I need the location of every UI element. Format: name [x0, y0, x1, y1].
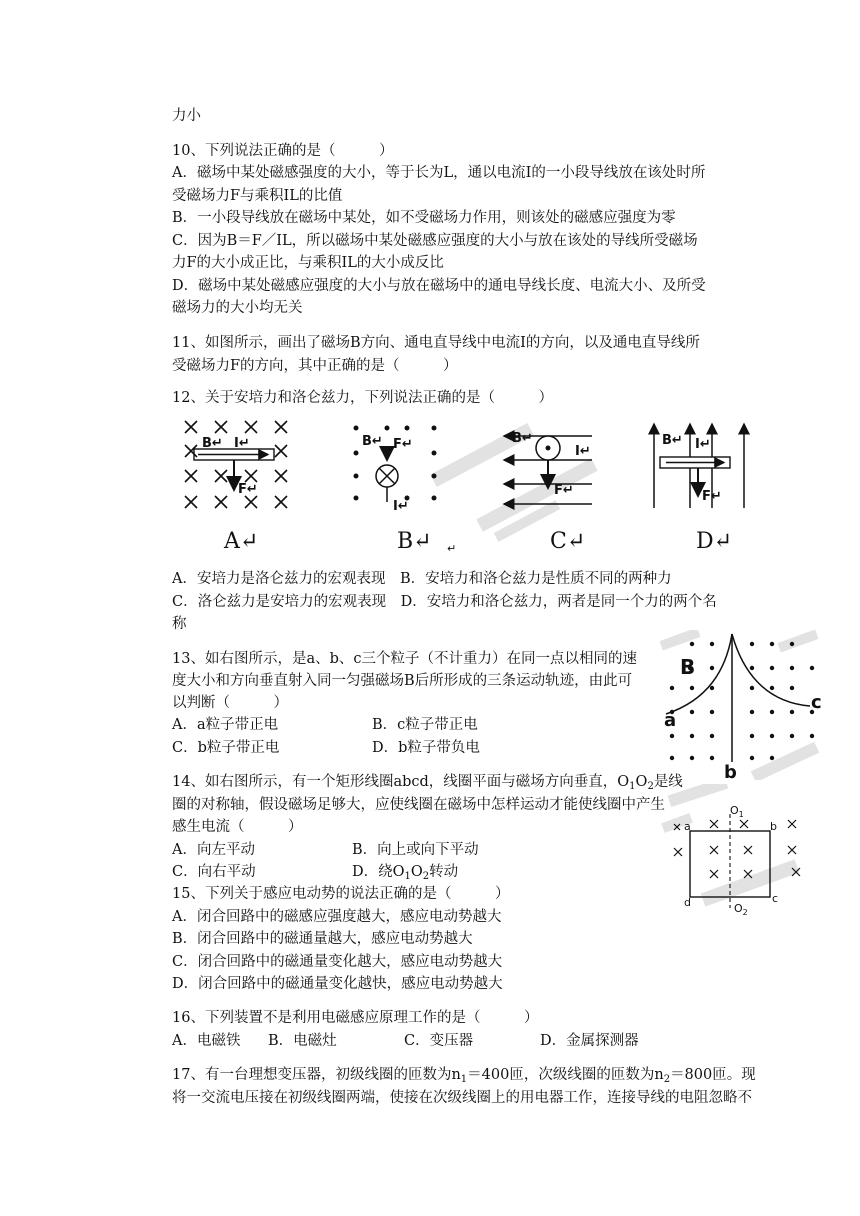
diagram-c-caption: C↵	[550, 529, 586, 554]
corner-c-label: c	[772, 892, 779, 905]
figure-14-rectangular-coil	[660, 784, 822, 916]
question-13-stem-cont: 度大小和方向垂直射入同一匀强磁场B后所形成的三条运动轨迹，由此可	[172, 673, 633, 689]
track-a-label: a	[664, 710, 677, 731]
diagram-a-f-label: F↵	[238, 482, 258, 497]
question-12-stem: 12、关于安培力和洛仑兹力，下列说法正确的是（ ）	[172, 390, 553, 406]
diagram-a-caption: A↵	[224, 529, 259, 554]
question-12-options-cd-cont: 称	[172, 616, 187, 632]
question-17-stem: 17、有一台理想变压器，初级线圈的匝数为$n_1=400$匝，次级线圈的匝数为$n_2=800$匝。现	[172, 1067, 756, 1085]
diagram-a-i-label: I↵	[234, 436, 250, 451]
watermark	[660, 630, 819, 780]
question-13-option-d: D．b粒子带负电	[372, 740, 480, 756]
diagram-d-f-label: F↵	[702, 489, 722, 504]
field-b-label: B	[680, 655, 696, 679]
question-13-stem: 13、如右图所示，是a、b、c三个粒子（不计重力）在同一点以相同的速	[172, 651, 637, 667]
question-14-stem-cont: 圈的对称轴，假设磁场足够大，应使线圈在磁场中怎样运动才能使线圈中产生	[172, 797, 665, 813]
question-12-options-cd: C．洛仑兹力是安培力的宏观表现 D．安培力和洛仑兹力，两者是同一个力的两个名	[172, 594, 717, 610]
diagram-b-mark: ↵	[447, 542, 457, 555]
question-10-option-a: A．磁场中某处磁感强度的大小，等于长为L，通以电流I的一小段导线放在该处时所	[172, 165, 706, 181]
question-14-option-d: D．绕$O_1O_2$转动	[352, 864, 459, 882]
question-10-option-a-cont: 受磁场力F与乘积IL的比值	[172, 188, 343, 204]
question-15-option-a: A．闭合回路中的磁感应强度越大，感应电动势越大	[172, 909, 502, 925]
question-17-stem-cont: 将一交流电压接在初级线圈两端，使接在次级线圈上的用电器工作，连接导线的电阻忽略不	[172, 1090, 752, 1106]
question-16-option-d: D．金属探测器	[540, 1033, 639, 1049]
question-13-option-a: A．a粒子带正电	[172, 717, 279, 733]
question-11-stem-cont: 受磁场力F的方向，其中正确的是（ ）	[172, 358, 458, 374]
diagram-b-f-label: F↵	[393, 437, 413, 452]
question-15-option-d: D．闭合回路中的磁通量变化越快，感应电动势越大	[172, 976, 503, 992]
question-10-option-b: B．一小段导线放在磁场中某处，如不受磁场力作用，则该处的磁感应强度为零	[172, 210, 676, 226]
diagram-b-b-label: B↵	[362, 434, 383, 449]
diagram-b-i-label: I↵	[393, 499, 409, 514]
question-14-option-a: A．向左平动	[172, 842, 255, 858]
question-10-option-d-cont: 磁场力的大小均无关	[172, 300, 303, 316]
diagram-a-b-label: B↵	[202, 436, 223, 451]
question-16-option-c: C．变压器	[404, 1033, 474, 1049]
question-10-option-d: D．磁场中某处磁感应强度的大小与放在磁场中的通电导线长度、电流大小、及所受	[172, 278, 706, 294]
diagram-d-b-label: B↵	[662, 433, 683, 448]
diagram-c-i-label: I↵	[575, 444, 591, 459]
diagram-b-caption: B↵	[397, 529, 432, 554]
question-14-stem: 14、如右图所示，有一个矩形线圈abcd，线圈平面与磁场方向垂直，$O_1O_2$是线	[172, 774, 683, 792]
question-12-options-ab: A．安培力是洛仑兹力的宏观表现 B．安培力和洛仑兹力是性质不同的两种力	[172, 571, 672, 587]
question-16-option-a: A．电磁铁	[172, 1033, 241, 1049]
question-13-option-c: C．b粒子带正电	[172, 740, 280, 756]
question-11-stem: 11、如图所示，画出了磁场B方向、通电直导线中电流I的方向，以及通电直导线所	[172, 335, 700, 351]
corner-b-label: b	[770, 820, 777, 833]
question-13-option-b: B．c粒子带正电	[372, 717, 478, 733]
axis-o2-label: $O_2$	[734, 902, 748, 916]
diagram-a	[185, 421, 287, 554]
question-15-option-c: C．闭合回路中的磁通量变化越大，感应电动势越大	[172, 954, 503, 970]
diagram-c-f-label: F↵	[554, 483, 574, 498]
question-16-stem: 16、下列装置不是利用电磁感应原理工作的是（ ）	[172, 1010, 539, 1026]
question-15-option-b: B．闭合回路中的磁通量越大，感应电动势越大	[172, 931, 473, 947]
track-b-label: b	[724, 762, 737, 780]
text-line: 力小	[172, 108, 201, 124]
diagram-b	[354, 426, 457, 556]
diagram-d-i-label: I↵	[695, 437, 711, 452]
question-16-option-b: B．电磁灶	[268, 1033, 337, 1049]
figure-11-diagrams	[172, 418, 762, 560]
track-a	[666, 634, 732, 714]
axis-o1-label: $O_1$	[730, 804, 744, 819]
question-10-option-c: C．因为B＝F／IL，所以磁场中某处磁感应强度的大小与放在该处的导线所受磁场	[172, 233, 698, 249]
diagram-d	[654, 424, 744, 554]
question-10-stem: 10、下列说法正确的是（ ）	[172, 143, 394, 159]
question-14-option-b: B．向上或向下平动	[352, 842, 479, 858]
question-10-option-c-cont: 力F的大小成正比，与乘积IL的大小成反比	[172, 255, 444, 271]
diagram-c-b-label: B↵	[512, 431, 533, 446]
question-15-stem: 15、下列关于感应电动势的说法正确的是（ ）	[172, 886, 510, 902]
particle-tracks	[666, 634, 810, 762]
figure-13-particle-tracks	[660, 630, 822, 780]
corner-a-label: a	[684, 820, 691, 833]
question-13-stem-cont-2: 以判断（ ）	[172, 695, 288, 711]
diagram-d-caption: D↵	[696, 529, 733, 554]
question-14-option-c: C．向右平动	[172, 864, 256, 880]
corner-d-label: d	[684, 896, 691, 909]
track-c-label: c	[811, 692, 822, 713]
question-14-stem-cont-2: 感生电流（ ）	[172, 819, 303, 835]
